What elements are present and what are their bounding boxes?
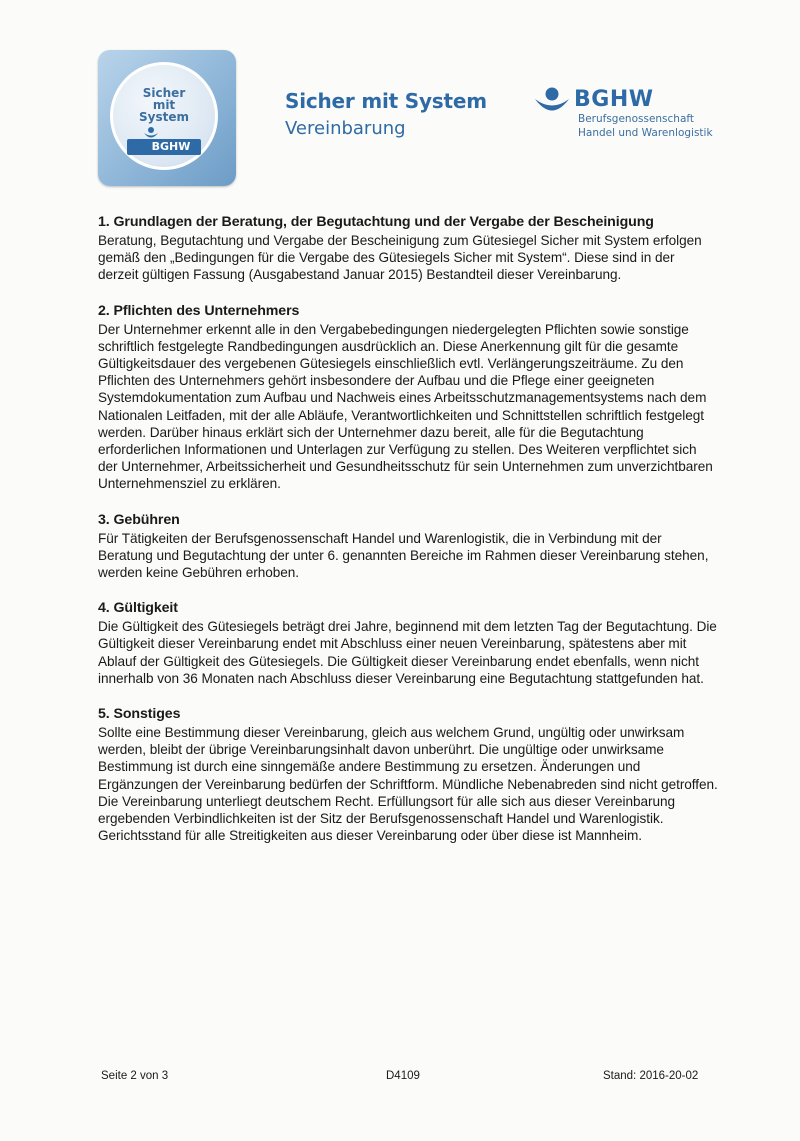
section-5 [98,704,718,844]
seal-brand-text: BGHW [151,140,191,153]
page-subtitle: Vereinbarung [285,118,406,139]
section-heading: 4. Gültigkeit [98,600,178,617]
section-2 [98,301,718,493]
organization-line2: Handel und Warenlogistik [578,127,713,139]
document-code: D4109 [386,1070,420,1082]
section-body: Für Tätigkeiten der Berufsgenossenschaft Handel und Warenlogistik, die in Verbindung mit der Beratung und Begutachtung der unter 6. genannten Bereiche im Rahmen dieser Vereinbarung stehen, werden keine Gebühren erhoben. [98,530,709,581]
seal-logo [98,50,236,186]
document-date: Stand: 2016-20-02 [603,1070,699,1082]
organization-name: BGHW [574,87,654,112]
section-heading: 2. Pflichten des Unternehmers [98,302,300,319]
section-3 [98,510,718,582]
organization-line1: Berufsgenossenschaft [578,113,695,125]
section-body: Beratung, Begutachtung und Vergabe der Bescheinigung zum Gütesiegel Sicher mit System erfolgen gemäß den „Bedingungen für die Vergabe des Gütesiegels Sicher mit System“. Diese sind in der derzeit gültigen Fassung (Ausgabestand Januar 2015) Bestandteil dieser Vereinbarung. [98,233,702,283]
seal-text-line2: mit [152,98,176,112]
agreement-content [98,212,718,861]
bghw-logo-icon [534,86,570,116]
section-heading: 5. Sonstiges [98,706,181,723]
section-heading: 3. Gebühren [98,511,180,528]
section-body: Der Unternehmer erkennt alle in den Vergabebedingungen niedergelegten Pflichten sowie sonstige schriftlich festgelegte Randbedingungen ausdrücklich an. Diese Anerkennung gilt für die gesamte Gültigkeitsdauer des vergebenen Gütesiegels einschließlich evtl. Verlängerungszeiträume. Zu den Pflichten des Unternehmers gehört insbesondere der Aufbau und die Pflege einer geeigneten Systemdokumentation zum Aufbau und Nachweis eines Arbeitsschutzmanagementsystems nach dem Nationalen Leitfaden, mit der alle Abläufe, Verantwortlichkeiten und Schnittstellen schriftlich festgelegt werden. Darüber hinaus erklärt sich der Unternehmer dazu bereit, alle für die Begutachtung erforderlichen Informationen und Unterlagen zur Verfügung zu stellen. Des Weiteren verpflichtet sich der Unternehmer, Arbeitssicherheit und Gesundheitsschutz für sein Unternehmen zum unverzichtbaren Unternehmensziel zu erklären. [98,321,713,492]
section-body: Sollte eine Bestimmung dieser Vereinbarung, gleich aus welchem Grund, ungültig oder unwirksam werden, bleibt der übrige Vereinbarungsinhalt davon unberührt. Die ungültige oder unwirksame Bestimmung ist durch eine sinngemäße andere Bestimmung zu ersetzen. Änderungen und Ergänzungen der Vereinbarung bedürfen der Schriftform. Mündliche Nebenabreden sind nicht getroffen. Die Vereinbarung unterliegt deutschem Recht. Erfüllungsort für alle sich aus dieser Vereinbarung ergebenden Verbindlichkeiten ist der Sitz der Berufsgenossenschaft Handel und Warenlogistik. Gerichtsstand für alle Streitigkeiten aus dieser Vereinbarung oder über diese ist Mannheim. [98,725,718,844]
seal-text-line1: Sicher [142,86,186,100]
page-number: Seite 2 von 3 [101,1070,169,1082]
section-4 [98,598,718,687]
section-heading: 1. Grundlagen der Beratung, der Begutachtung und der Vergabe der Bescheinigung [98,214,654,230]
section-body: Die Gültigkeit des Gütesiegels beträgt drei Jahre, beginnend mit dem letzten Tag der Begutachtung. Die Gültigkeit dieser Vereinbarung endet mit Abschluss einer neuen Vereinbarung, spätestens aber mit Ablauf der Gültigkeit des Gütesiegels. Die Gültigkeit dieser Vereinbarung endet ebenfalls, wenn nicht innerhalb von 36 Monaten nach Abschluss dieser Vereinbarung eine Begutachtung stattgefunden hat. [98,619,717,686]
section-1 [98,212,718,284]
seal-circle [110,62,218,170]
seal-text-line3: System [139,110,189,124]
page-title: Sicher mit System [285,89,487,113]
